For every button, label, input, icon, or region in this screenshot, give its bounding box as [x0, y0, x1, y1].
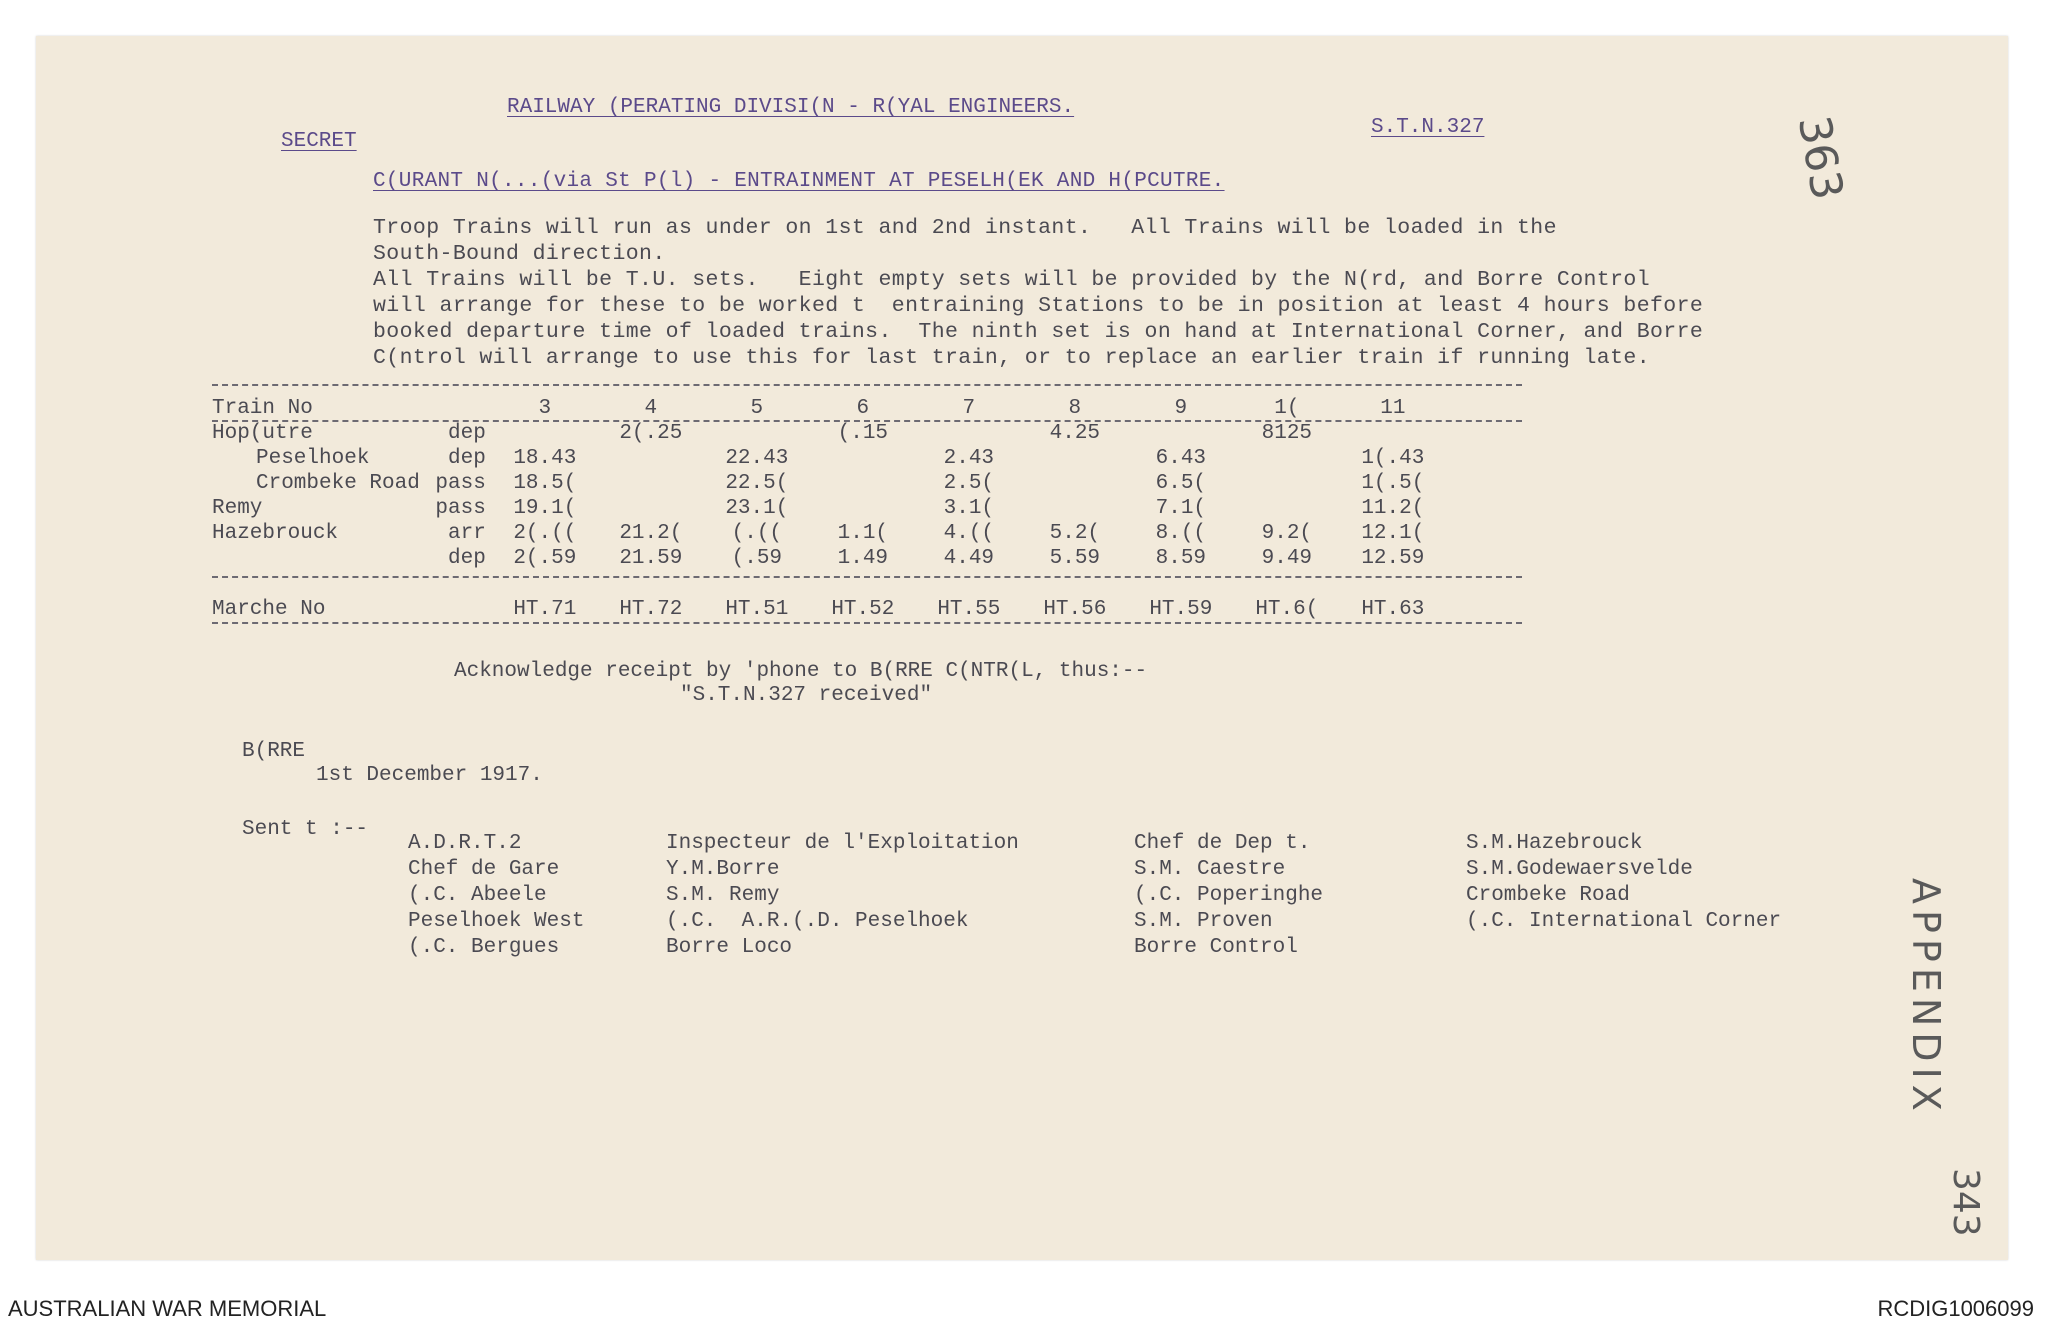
recipient: Y.M.Borre [666, 858, 780, 881]
time-cell: 4.49 [943, 547, 995, 570]
table-row [212, 471, 1446, 496]
time-cell: 1.1( [837, 522, 889, 545]
time-cell: 2.43 [943, 447, 995, 470]
train-number-label: Train No [212, 397, 313, 420]
marche-number: HT.71 [513, 598, 577, 621]
recipient: (.C. A.R.(.D. Peselhoek [666, 910, 969, 933]
movement-kind: dep [448, 547, 486, 570]
time-cell: 7.1( [1155, 497, 1207, 520]
time-cell: (.(( [731, 522, 783, 545]
marche-number: HT.72 [619, 598, 683, 621]
signoff-date: 1st December 1917. [316, 764, 543, 787]
time-cell [1340, 421, 1446, 446]
recipient: Inspecteur de l'Exploitation [666, 832, 1019, 855]
station-name: Hazebrouck [212, 522, 339, 545]
marche-row [212, 597, 1446, 622]
time-cell: 4.(( [943, 522, 995, 545]
recipient: (.C. International Corner [1466, 910, 1782, 933]
spacer [212, 571, 1446, 597]
body-line: All Trains will be T.U. sets. Eight empty sets will be provided by the N(rd, and Borre Control [373, 268, 1651, 292]
recipient: Crombeke Road [1466, 884, 1630, 907]
time-cell: (.15 [837, 422, 889, 445]
time-cell [1128, 421, 1234, 446]
station-name: Crombeke Road [256, 472, 420, 495]
time-cell: 18.5( [513, 472, 577, 495]
recipient: Peselhoek West [408, 910, 585, 933]
time-cell: 9.49 [1261, 547, 1313, 570]
time-cell: 22.43 [725, 447, 789, 470]
time-cell: 5.59 [1049, 547, 1101, 570]
time-cell: 11.2( [1361, 497, 1425, 520]
train-number: 3 [538, 397, 552, 420]
time-cell: 6.43 [1155, 447, 1207, 470]
time-cell [704, 421, 810, 446]
time-cell: 3.1( [943, 497, 995, 520]
time-cell [1022, 471, 1128, 496]
train-number: 6 [856, 397, 870, 420]
time-cell [810, 446, 916, 471]
movement-kind: arr [448, 522, 486, 545]
marche-number: HT.52 [831, 598, 895, 621]
train-number: 11 [1380, 397, 1406, 420]
recipient: Chef de Dep t. [1134, 832, 1311, 855]
body-line: will arrange for these to be worked t entraining Stations to be in position at least 4 hours before [373, 294, 1704, 318]
time-cell: 8.(( [1155, 522, 1207, 545]
marche-number: HT.6( [1255, 598, 1319, 621]
table-header-row [212, 396, 1446, 421]
train-number: 7 [962, 397, 976, 420]
time-cell: 1(.43 [1361, 447, 1425, 470]
reference-number: S.T.N.327 [1371, 116, 1485, 139]
time-cell: (.59 [731, 547, 783, 570]
time-cell: 21.59 [619, 547, 683, 570]
acknowledge-quote: "S.T.N.327 received" [680, 684, 933, 707]
time-cell [1022, 446, 1128, 471]
time-cell [1022, 496, 1128, 521]
station-name: Hop(utre [212, 422, 313, 445]
time-cell: 2(.(( [513, 522, 577, 545]
time-cell: 2(.25 [619, 422, 683, 445]
time-cell [916, 421, 1022, 446]
folio-number-top: 363 [1787, 112, 1853, 204]
train-number: 8 [1068, 397, 1082, 420]
movement-kind: dep [448, 422, 486, 445]
time-cell: 2.5( [943, 472, 995, 495]
archive-credit: AUSTRALIAN WAR MEMORIAL [8, 1296, 327, 1321]
marche-number: HT.55 [937, 598, 1001, 621]
train-timetable [212, 396, 1446, 622]
movement-kind: pass [435, 472, 486, 495]
folio-number-bottom: 343 [1945, 1168, 1986, 1237]
movement-kind: dep [448, 447, 486, 470]
body-line: South-Bound direction. [373, 242, 666, 266]
time-cell [810, 471, 916, 496]
recipient: S.M. Remy [666, 884, 780, 907]
body-line: C(ntrol will arrange to use this for last train, or to replace an earlier train if running late. [373, 346, 1651, 370]
train-number: 1( [1274, 397, 1300, 420]
recipient: Borre Control [1134, 936, 1298, 959]
recipient: (.C. Poperinghe [1134, 884, 1324, 907]
recipient: Chef de Gare [408, 858, 560, 881]
table-spacer-row [212, 571, 1446, 597]
station-name [212, 546, 420, 571]
table-row [212, 496, 1446, 521]
recipient: (.C. Abeele [408, 884, 547, 907]
time-cell: 18.43 [513, 447, 577, 470]
marche-number: HT.56 [1043, 598, 1107, 621]
marche-number: HT.59 [1149, 598, 1213, 621]
train-number: 4 [644, 397, 658, 420]
recipient: S.M.Hazebrouck [1466, 832, 1643, 855]
time-cell [810, 496, 916, 521]
sent-to-column [408, 832, 584, 962]
image-reference: RCDIG1006099 [1877, 1296, 2034, 1321]
time-cell [492, 421, 598, 446]
train-number: 9 [1174, 397, 1188, 420]
recipient: Borre Loco [666, 936, 793, 959]
time-cell: 21.2( [619, 522, 683, 545]
sent-to-column [1134, 832, 1323, 962]
sent-to-label: Sent t :-- [242, 818, 369, 841]
classification-label: SECRET [281, 130, 357, 153]
time-cell: 5.2( [1049, 522, 1101, 545]
body-line: booked departure time of loaded trains. The ninth set is on hand at International Corner, and Borre [373, 320, 1704, 344]
time-cell [1234, 496, 1340, 521]
recipient: A.D.R.T.2 [408, 832, 522, 855]
body-line: Troop Trains will run as under on 1st and 2nd instant. All Trains will be loaded in the [373, 216, 1557, 240]
subject-line: C(URANT N(...(via St P(l) - ENTRAINMENT AT PESELH(EK AND H(PCUTRE. [373, 170, 1225, 193]
station-name: Remy [212, 497, 263, 520]
spacer [420, 597, 492, 622]
time-cell [1234, 471, 1340, 496]
time-cell: 6.5( [1155, 472, 1207, 495]
time-cell: 23.1( [725, 497, 789, 520]
time-cell: 9.2( [1261, 522, 1313, 545]
time-cell [598, 471, 704, 496]
recipient: S.M.Godewaersvelde [1466, 858, 1693, 881]
time-cell: 12.1( [1361, 522, 1425, 545]
time-cell [1234, 446, 1340, 471]
movement-kind: pass [435, 497, 486, 520]
time-cell: 22.5( [725, 472, 789, 495]
time-cell [598, 446, 704, 471]
marche-label: Marche No [212, 598, 326, 621]
recipient: S.M. Caestre [1134, 858, 1286, 881]
signoff-place: B(RRE [242, 740, 306, 763]
time-cell: 1(.5( [1361, 472, 1425, 495]
sent-to-column [666, 832, 1019, 962]
station-name: Peselhoek [256, 447, 370, 470]
acknowledge-line: Acknowledge receipt by 'phone to B(RRE C(NTR(L, thus:-- [454, 660, 1148, 683]
table-row [212, 546, 1446, 571]
time-cell: 12.59 [1361, 547, 1425, 570]
time-cell: 19.1( [513, 497, 577, 520]
sent-to-column [1466, 832, 1781, 936]
train-number: 5 [750, 397, 764, 420]
spacer [420, 396, 492, 421]
table-row [212, 421, 1446, 446]
appendix-stamp: APPENDIX [1904, 878, 1948, 1117]
time-cell: 4.25 [1049, 422, 1101, 445]
table-row [212, 521, 1446, 546]
marche-number: HT.63 [1361, 598, 1425, 621]
marche-number: HT.51 [725, 598, 789, 621]
time-cell: 1.49 [837, 547, 889, 570]
table-row [212, 446, 1446, 471]
time-cell: 8.59 [1155, 547, 1207, 570]
table-rule-top [212, 384, 1522, 386]
document-title: RAILWAY (PERATING DIVISI(N - R(YAL ENGINEERS. [507, 96, 1075, 119]
recipient: S.M. Proven [1134, 910, 1273, 933]
table-rule-marche [212, 622, 1522, 624]
time-cell [598, 496, 704, 521]
time-cell: 2(.59 [513, 547, 577, 570]
time-cell: 8125 [1261, 422, 1313, 445]
recipient: (.C. Bergues [408, 936, 560, 959]
